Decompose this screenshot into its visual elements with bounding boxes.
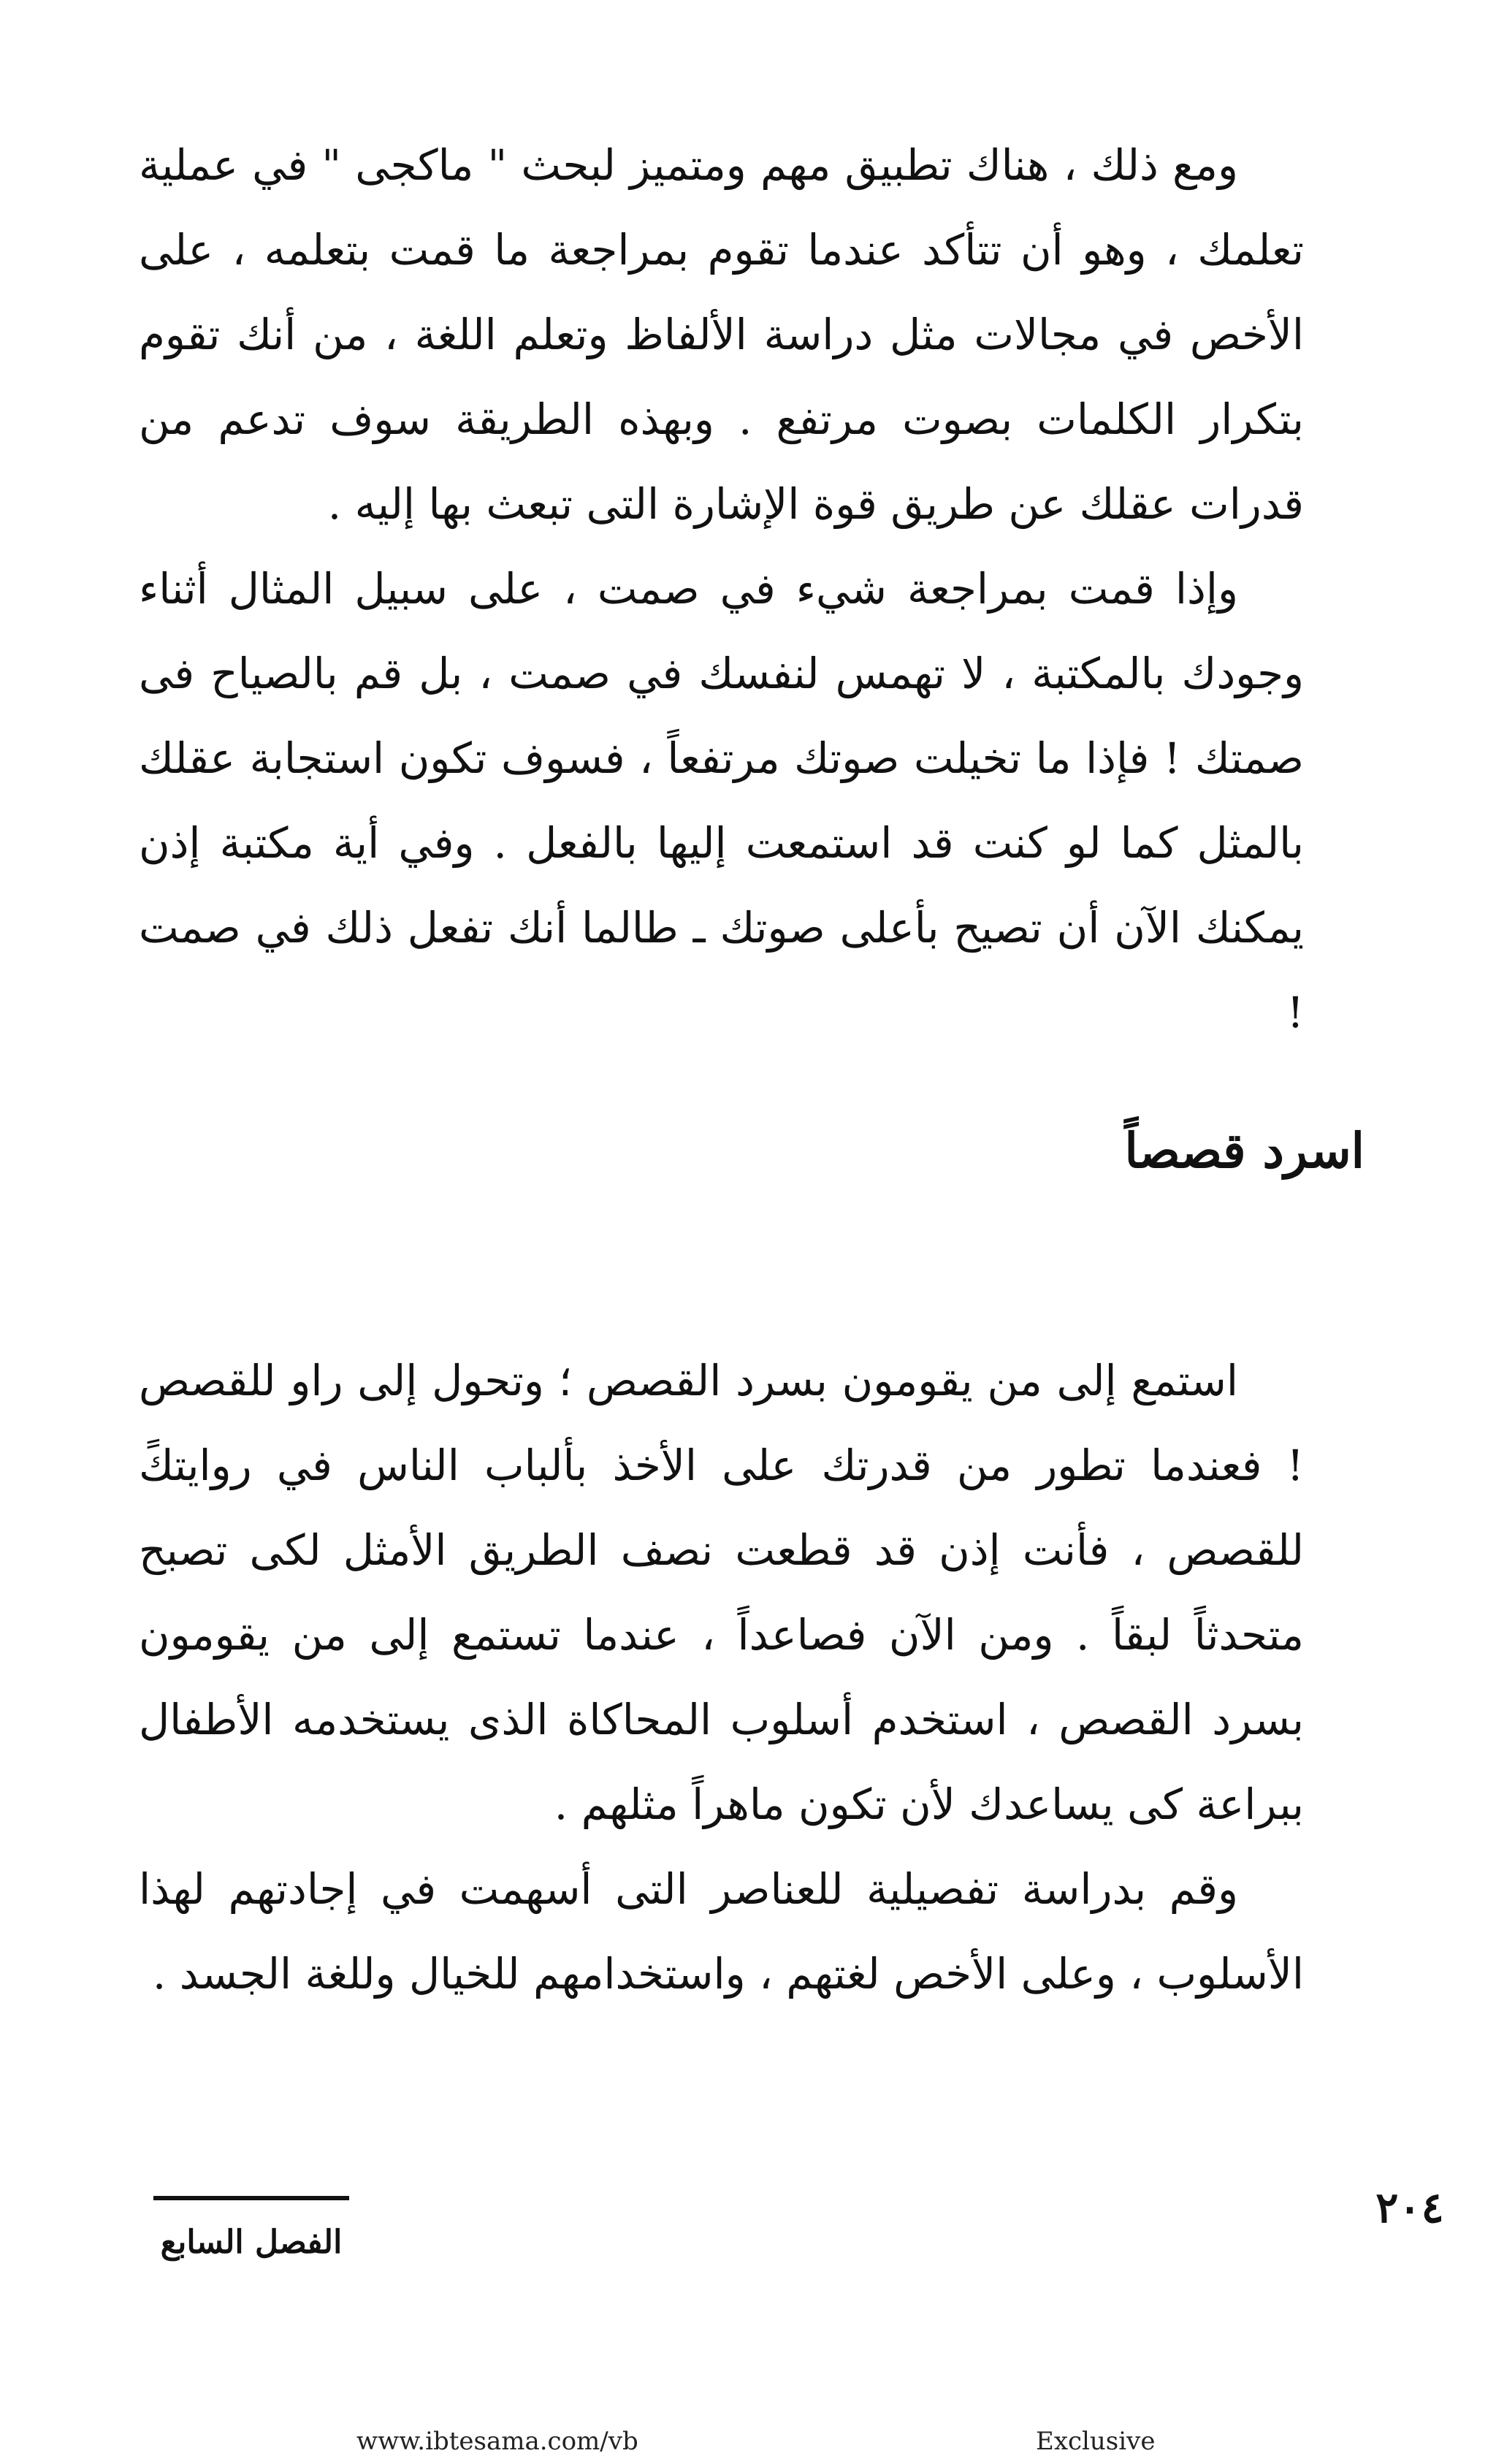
section-heading: اسرد قصصاً	[1124, 1122, 1365, 1179]
paragraph: وإذا قمت بمراجعة شيء في صمت ، على سبيل المثال أثناء وجودك بالمكتبة ، لا تهمس لنفسك في صمت ، بل قم بالصياح فى صمتك ! فإذا ما تخيلت صوتك مرتفعاً ، فسوف تكون استجابة عقلك بالمثل كما لو كنت قد استمعت إليها بالفعل . وفي أية مكتبة إذن يمكنك الآن أن تصيح بأعلى صوتك ـ طالما أنك تفعل ذلك في صمت !	[139, 564, 1304, 1037]
paragraph: ومع ذلك ، هناك تطبيق مهم ومتميز لبحث " ماكجى " في عملية تعلمك ، وهو أن تتأكد عندما تقوم بمراجعة ما قمت بتعلمه ، على الأخص في مجالات مثل دراسة الألفاظ وتعلم اللغة ، من أنك تقوم بتكرار الكلمات بصوت مرتفع . وبهذه الطريقة سوف تدعم من قدرات عقلك عن طريق قوة الإشارة التى تبعث بها إليه .	[139, 140, 1304, 529]
page-number: ٢٠٤	[1375, 2183, 1444, 2232]
body-text-section	[139, 1338, 1304, 2016]
paragraph: استمع إلى من يقومون بسرد القصص ؛ وتحول إلى راو للقصص ! فعندما تطور من قدرتك على الأخذ بألباب الناس في روايتكً للقصص ، فأنت إذن قد قطعت نصف الطريق الأمثل لكى تصبح متحدثاً لبقاً . ومن الآن فصاعداً ، عندما تستمع إلى من يقومون بسرد القصص ، استخدم أسلوب المحاكاة الذى يستخدمه الأطفال ببراعة كى يساعدك لأن تكون ماهراً مثلهم .	[139, 1356, 1304, 1829]
body-text-section	[139, 123, 1304, 1055]
watermark-tag: Exclusive	[1036, 2427, 1156, 2456]
paragraph: وقم بدراسة تفصيلية للعناصر التى أسهمت في إجادتهم لهذا الأسلوب ، وعلى الأخص لغتهم ، واستخدامهم للخيال وللغة الجسد .	[139, 1864, 1304, 1999]
chapter-label: الفصل السابع	[160, 2224, 343, 2261]
watermark-url: www.ibtesama.com/vb	[356, 2427, 638, 2456]
footer-divider	[153, 2196, 349, 2200]
